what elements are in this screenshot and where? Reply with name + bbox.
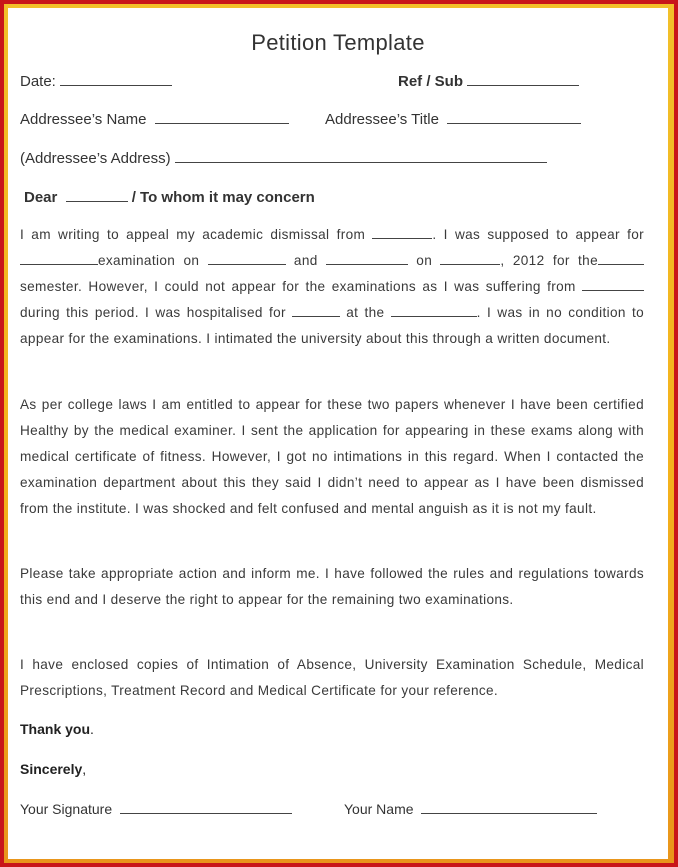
document-page [8,8,668,859]
name-field [344,799,597,817]
addressee-name-blank[interactable] [155,109,289,124]
thanks-text: Thank you [20,721,91,737]
signature-label: Your Signature [20,801,113,817]
p1-blank-hospital[interactable] [391,305,477,317]
p1-text-c: examination on [98,253,208,268]
closing-thanks [20,721,94,737]
salutation-rest: / To whom it may concern [127,189,315,206]
name-label: Your Name [344,801,414,817]
addressee-name-label: Addressee’s Name [20,111,147,128]
p1-blank-dismissal[interactable] [372,227,432,239]
p1-blank-illness[interactable] [582,279,644,291]
salutation-dear: Dear [24,189,58,206]
date-label: Date: [20,73,56,90]
addressee-title-field [325,109,581,128]
p1-blank-duration[interactable] [292,305,340,317]
sincerely-punct: , [82,761,87,777]
date-blank[interactable] [60,71,172,86]
ref-label: Ref / Sub [398,73,464,90]
p1-text-a: I am writing to appeal my academic dismissal from [20,227,373,242]
paragraph-3: Please take appropriate action and inform me. I have followed the rules and regulations towards this end and I deserve the right to appear for the remaining two examinations. [20,566,644,607]
p1-blank-semester[interactable] [598,253,644,265]
addressee-name-field [20,109,289,128]
p1-blank-date3[interactable] [440,253,500,265]
signature-field [20,799,292,817]
paragraph-4: I have enclosed copies of Intimation of Absence, University Examination Schedule, Medical Prescriptions, Treatment Record and Medical Certificate for your reference. [20,657,644,698]
paragraph-1 [20,222,644,352]
page-title: Petition Template [251,30,425,55]
p1-text-j: . I was in no condition to appear for the examinations. I intimated the university about this through a written document. [20,305,644,346]
signature-blank[interactable] [120,799,292,814]
p1-text-g: semester. However, I could not appear for the examinations as I was suffering from [20,279,582,294]
date-field [20,71,172,90]
ref-blank[interactable] [467,71,579,86]
paragraph-2: As per college laws I am entitled to appear for these two papers whenever I have been certified Healthy by the medical examiner. I sent the application for appearing in these exams along with medical certificate of fitness. However, I got no intimations in this regard. When I contacted the examination department about this they said I didn’t need to appear as I have been dismissed from the institute. I was shocked and felt confused and mental anguish as it is not my fault. [20,397,644,516]
p1-text-h: during this period. I was hospitalised for [20,305,293,320]
addressee-title-blank[interactable] [447,109,581,124]
p1-text-b: . I was supposed to appear for [432,227,644,242]
name-blank[interactable] [421,799,597,814]
addressee-address-blank[interactable] [175,148,547,163]
addressee-address-label: (Addressee’s Address) [20,150,171,167]
ref-field [398,71,579,90]
closing-sincerely [20,761,86,777]
addressee-address-field [20,148,547,167]
p1-blank-exam[interactable] [20,253,98,265]
p1-blank-date1[interactable] [208,253,286,265]
p1-text-e: on [407,253,441,268]
salutation-blank[interactable] [66,187,128,202]
p1-text-f: , 2012 for the [500,253,598,268]
p1-text-i: at the [340,305,391,320]
p1-text-d: and [285,253,326,268]
sincerely-text: Sincerely [20,761,83,777]
thanks-punct: . [90,721,94,737]
salutation [24,187,315,206]
addressee-title-label: Addressee’s Title [325,111,439,128]
p1-blank-date2[interactable] [326,253,408,265]
